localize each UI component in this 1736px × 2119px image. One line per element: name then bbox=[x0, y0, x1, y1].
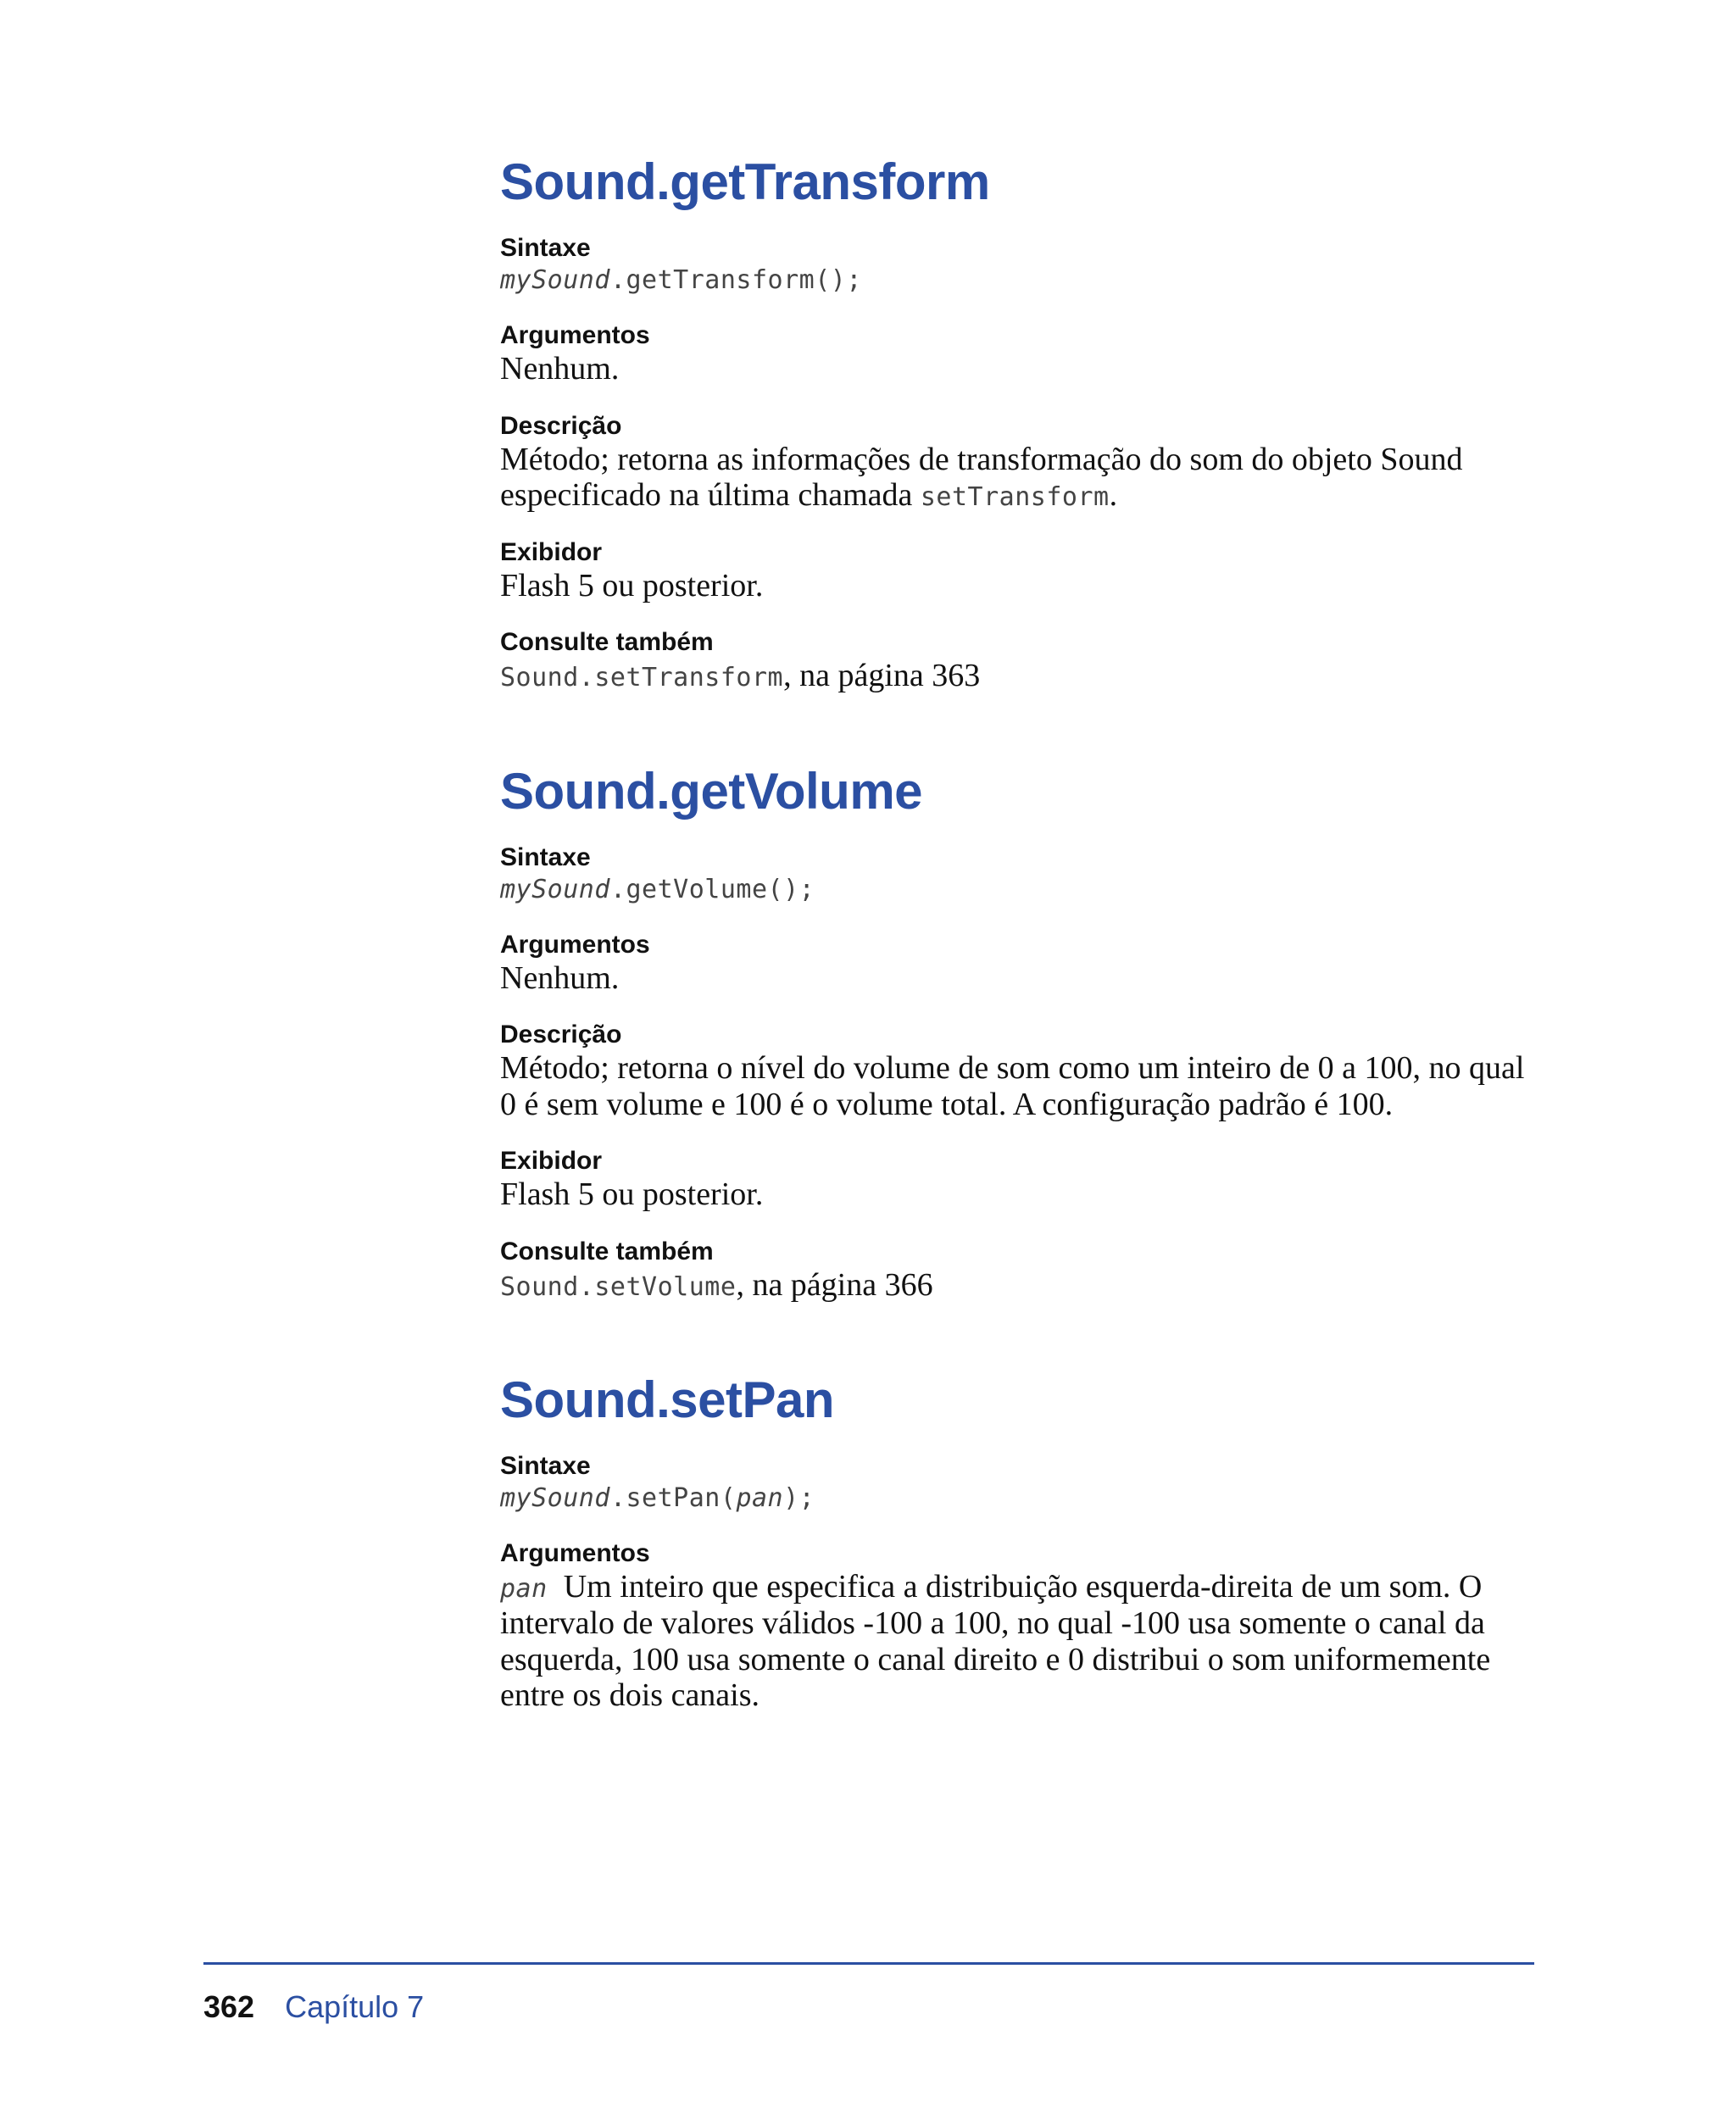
player-text: Flash 5 ou posterior. bbox=[500, 567, 764, 603]
player-heading: Exibidor bbox=[500, 537, 603, 566]
description-code: setTransform bbox=[920, 482, 1110, 513]
description-body: Método; retorna as informações de transformação do som do objeto Sound especificado na última chamada bbox=[500, 441, 1463, 514]
syntax-code bbox=[500, 1482, 1534, 1515]
see-also-section bbox=[500, 627, 1534, 694]
syntax-end: ); bbox=[783, 1483, 815, 1514]
entry-title: Sound.getTransform bbox=[500, 153, 990, 210]
see-also-link[interactable]: Sound.setTransform bbox=[500, 663, 784, 693]
arguments-heading: Argumentos bbox=[500, 1539, 650, 1568]
entry-sound-setpan bbox=[500, 1371, 1534, 1713]
page-footer bbox=[203, 1989, 425, 2024]
see-also-text bbox=[500, 1267, 1534, 1304]
syntax-object: mySound bbox=[500, 874, 610, 904]
syntax-section bbox=[500, 1451, 1534, 1515]
syntax-parameter: pan bbox=[736, 1483, 784, 1514]
arguments-text bbox=[500, 1569, 1534, 1713]
syntax-heading: Sintaxe bbox=[500, 234, 591, 262]
syntax-code bbox=[500, 264, 1534, 297]
page-number: 362 bbox=[203, 1989, 255, 2024]
syntax-method: .setPan( bbox=[609, 1483, 737, 1514]
chapter-label: Capítulo 7 bbox=[285, 1989, 425, 2024]
syntax-object: mySound bbox=[500, 1483, 610, 1514]
arguments-section bbox=[500, 1538, 1534, 1713]
arguments-text: Nenhum. bbox=[500, 959, 620, 996]
argument-name: pan bbox=[500, 1574, 548, 1605]
syntax-code bbox=[500, 873, 1534, 906]
syntax-method: .getVolume(); bbox=[609, 874, 815, 904]
see-also-heading: Consulte também bbox=[500, 1237, 714, 1265]
syntax-method: .getTransform(); bbox=[609, 265, 862, 295]
page-content bbox=[500, 153, 1534, 1782]
player-heading: Exibidor bbox=[500, 1147, 603, 1176]
see-also-page: , na página 363 bbox=[783, 658, 981, 694]
syntax-heading: Sintaxe bbox=[500, 843, 591, 871]
see-also-link[interactable]: Sound.setVolume bbox=[500, 1271, 737, 1302]
description-end: . bbox=[1109, 477, 1118, 514]
player-section bbox=[500, 537, 1534, 604]
player-text: Flash 5 ou posterior. bbox=[500, 1176, 764, 1213]
arguments-heading: Argumentos bbox=[500, 930, 650, 959]
description-section bbox=[500, 411, 1534, 514]
syntax-section bbox=[500, 843, 1534, 906]
player-section bbox=[500, 1146, 1534, 1213]
syntax-section bbox=[500, 233, 1534, 297]
arguments-heading: Argumentos bbox=[500, 321, 650, 349]
see-also-heading: Consulte também bbox=[500, 628, 714, 657]
entry-sound-getvolume bbox=[500, 762, 1534, 1304]
description-text bbox=[500, 442, 1534, 514]
arguments-text: Nenhum. bbox=[500, 351, 620, 387]
description-text: Método; retorna o nível do volume de som como um inteiro de 0 a 100, no qual 0 é sem volume e 100 é o volume total. A configuração padrão é 100. bbox=[500, 1050, 1525, 1122]
see-also-page: , na página 366 bbox=[736, 1266, 933, 1303]
description-heading: Descrição bbox=[500, 1021, 622, 1049]
entry-title: Sound.getVolume bbox=[500, 762, 923, 820]
see-also-text bbox=[500, 658, 1534, 694]
description-heading: Descrição bbox=[500, 411, 622, 440]
arguments-section bbox=[500, 320, 1534, 387]
arguments-section bbox=[500, 930, 1534, 997]
entry-sound-gettransform bbox=[500, 153, 1534, 694]
see-also-section bbox=[500, 1237, 1534, 1304]
syntax-object: mySound bbox=[500, 265, 610, 295]
syntax-heading: Sintaxe bbox=[500, 1452, 591, 1481]
entry-title: Sound.setPan bbox=[500, 1371, 835, 1429]
argument-description: Um inteiro que especifica a distribuição esquerda-direita de um som. O intervalo de valores válidos -100 a 100, no qual -100 usa somente o canal da esquerda, 100 usa somente o canal direito e 0 distribui o som uniformemente entre os dois canais. bbox=[500, 1569, 1491, 1714]
description-section bbox=[500, 1020, 1534, 1122]
footer-divider bbox=[203, 1962, 1534, 1965]
